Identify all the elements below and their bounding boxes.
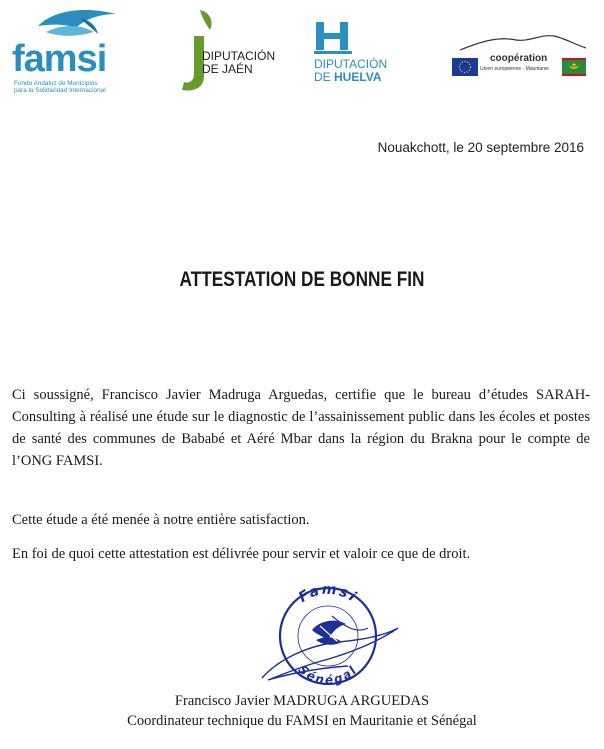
stamp-bottom-text: Sénégal bbox=[295, 662, 361, 688]
diputacion-huelva-logo bbox=[310, 20, 420, 96]
huelva-h-icon bbox=[314, 20, 354, 56]
famsi-tagline: Fondo Andaluz de Municipios para la Solidaridad Internacional bbox=[14, 80, 106, 94]
signatory-title: Coordinateur technique du FAMSI en Mauritanie et Sénégal bbox=[127, 713, 477, 729]
mountain-outline-icon bbox=[450, 30, 590, 52]
official-stamp bbox=[248, 576, 408, 692]
stamp-top-text: Famsi bbox=[296, 581, 361, 607]
famsi-logo bbox=[10, 4, 140, 96]
diputacion-jaen-logo bbox=[176, 6, 286, 96]
cooperation-label: coopération bbox=[490, 53, 548, 64]
body-paragraph: Ci soussigné, Francisco Javier Madruga Arguedas, certifie que le bureau d’études SARAH-Consulting à réalisé une étude sur le diagnostic de l’assainissement public dans les écoles et postes de santé des communes de Bababé et Aéré Mbar dans la région du Brakna pour le compte de l’ONG FAMSI. bbox=[12, 387, 590, 469]
date-line: Nouakchott, le 20 septembre 2016 bbox=[377, 140, 584, 155]
eu-flag-icon bbox=[452, 58, 478, 76]
cooperation-sublabel: Union européenne - Mauritanie bbox=[480, 66, 549, 72]
cooperation-ue-mauritanie-logo bbox=[450, 30, 590, 86]
body-paragraph: En foi de quoi cette attestation est délivrée pour servir et valoir ce que de droit. bbox=[12, 546, 471, 562]
famsi-wordmark: famsi bbox=[12, 38, 107, 80]
mauritania-flag-icon bbox=[562, 58, 586, 76]
document-title: ATTESTATION DE BONNE FIN bbox=[179, 268, 425, 291]
signatory-name: Francisco Javier MADRUGA ARGUEDAS bbox=[174, 693, 430, 709]
body-paragraph: Cette étude a été menée à notre entière satisfaction. bbox=[12, 512, 310, 528]
jaen-logo-text: DIPUTACIÓN DE JAÉN bbox=[202, 49, 276, 76]
huelva-logo-text: DIPUTACIÓN DE HUELVA bbox=[314, 57, 388, 84]
